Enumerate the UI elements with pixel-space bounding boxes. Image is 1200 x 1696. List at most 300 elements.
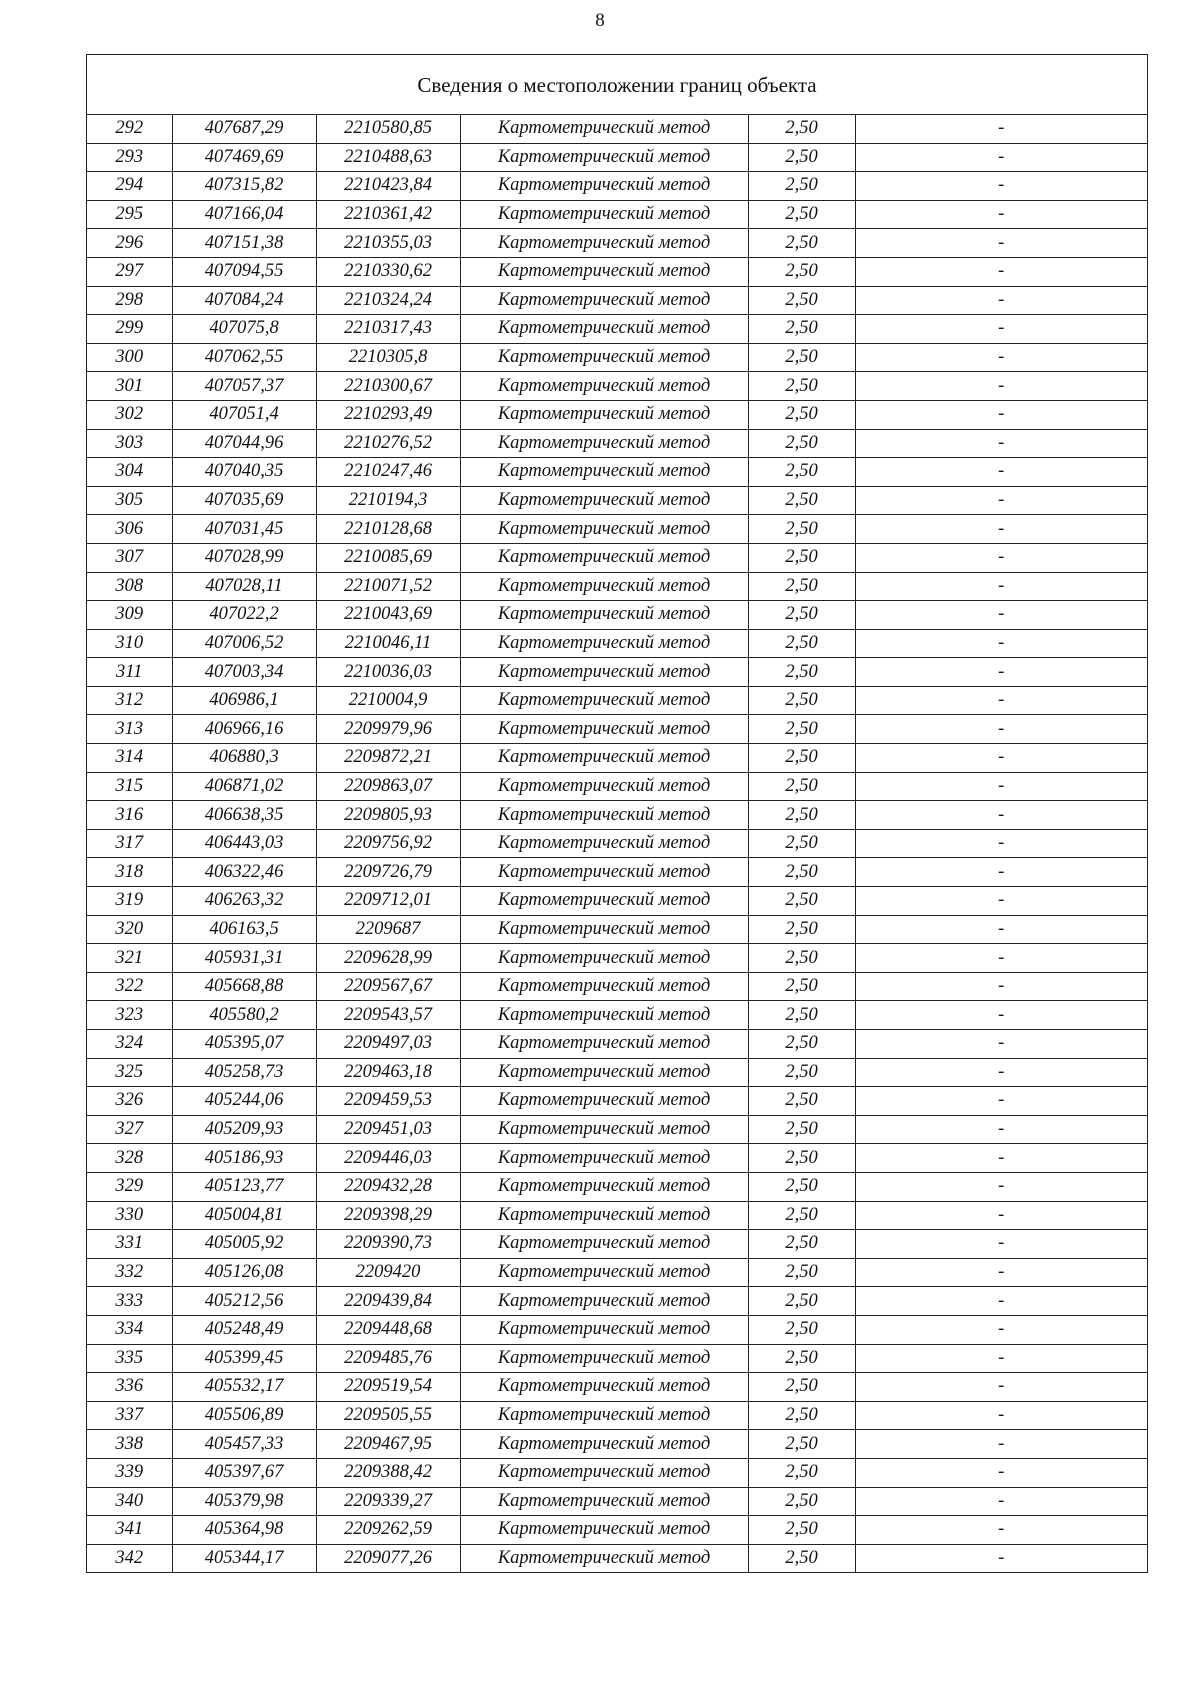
description-cell: - [855,1401,1147,1430]
accuracy-cell: 2,50 [748,343,855,372]
accuracy-cell: 2,50 [748,858,855,887]
y-coordinate-cell: 2210276,52 [316,429,460,458]
y-coordinate-cell: 2210247,46 [316,458,460,487]
method-cell: Картометрический метод [460,1315,748,1344]
method-cell: Картометрический метод [460,915,748,944]
boundary-table [86,54,1148,1573]
description-cell: - [855,1030,1147,1059]
y-coordinate-cell: 2210330,62 [316,257,460,286]
method-cell: Картометрический метод [460,1373,748,1402]
accuracy-cell: 2,50 [748,1315,855,1344]
description-cell: - [855,801,1147,830]
description-cell: - [855,601,1147,630]
table-row [87,1144,1147,1173]
y-coordinate-cell: 2210043,69 [316,601,460,630]
point-number-cell: 306 [87,515,172,544]
method-cell: Картометрический метод [460,1544,748,1572]
description-cell: - [855,429,1147,458]
x-coordinate-cell: 406263,32 [172,887,316,916]
method-cell: Картометрический метод [460,1344,748,1373]
accuracy-cell: 2,50 [748,629,855,658]
table-row [87,229,1147,258]
point-number-cell: 333 [87,1287,172,1316]
x-coordinate-cell: 406986,1 [172,686,316,715]
y-coordinate-cell: 2209687 [316,915,460,944]
y-coordinate-cell: 2210194,3 [316,486,460,515]
description-cell: - [855,1544,1147,1572]
accuracy-cell: 2,50 [748,172,855,201]
x-coordinate-cell: 407051,4 [172,400,316,429]
description-cell: - [855,1144,1147,1173]
accuracy-cell: 2,50 [748,486,855,515]
x-coordinate-cell: 407094,55 [172,257,316,286]
x-coordinate-cell: 405212,56 [172,1287,316,1316]
x-coordinate-cell: 406966,16 [172,715,316,744]
x-coordinate-cell: 406880,3 [172,744,316,773]
x-coordinate-cell: 407028,11 [172,572,316,601]
point-number-cell: 309 [87,601,172,630]
method-cell: Картометрический метод [460,200,748,229]
description-cell: - [855,972,1147,1001]
description-cell: - [855,1115,1147,1144]
accuracy-cell: 2,50 [748,1230,855,1259]
method-cell: Картометрический метод [460,400,748,429]
description-cell: - [855,858,1147,887]
description-cell: - [855,115,1147,143]
accuracy-cell: 2,50 [748,372,855,401]
point-number-cell: 321 [87,944,172,973]
y-coordinate-cell: 2210361,42 [316,200,460,229]
y-coordinate-cell: 2209863,07 [316,772,460,801]
method-cell: Картометрический метод [460,715,748,744]
description-cell: - [855,229,1147,258]
accuracy-cell: 2,50 [748,1001,855,1030]
description-cell: - [855,458,1147,487]
x-coordinate-cell: 407040,35 [172,458,316,487]
accuracy-cell: 2,50 [748,915,855,944]
accuracy-cell: 2,50 [748,286,855,315]
point-number-cell: 324 [87,1030,172,1059]
x-coordinate-cell: 407044,96 [172,429,316,458]
table-row [87,1087,1147,1116]
point-number-cell: 326 [87,1087,172,1116]
accuracy-cell: 2,50 [748,257,855,286]
accuracy-cell: 2,50 [748,1115,855,1144]
point-number-cell: 310 [87,629,172,658]
method-cell: Картометрический метод [460,343,748,372]
table-row [87,601,1147,630]
method-cell: Картометрический метод [460,115,748,143]
point-number-cell: 311 [87,658,172,687]
table-row [87,372,1147,401]
accuracy-cell: 2,50 [748,1344,855,1373]
y-coordinate-cell: 2209451,03 [316,1115,460,1144]
x-coordinate-cell: 407006,52 [172,629,316,658]
accuracy-cell: 2,50 [748,143,855,172]
x-coordinate-cell: 405005,92 [172,1230,316,1259]
accuracy-cell: 2,50 [748,1401,855,1430]
x-coordinate-cell: 405532,17 [172,1373,316,1402]
x-coordinate-cell: 406871,02 [172,772,316,801]
y-coordinate-cell: 2210036,03 [316,658,460,687]
y-coordinate-cell: 2209979,96 [316,715,460,744]
method-cell: Картометрический метод [460,1487,748,1516]
table-row [87,1030,1147,1059]
table-row [87,1058,1147,1087]
description-cell: - [855,543,1147,572]
y-coordinate-cell: 2210128,68 [316,515,460,544]
y-coordinate-cell: 2210305,8 [316,343,460,372]
description-cell: - [855,515,1147,544]
y-coordinate-cell: 2209439,84 [316,1287,460,1316]
point-number-cell: 300 [87,343,172,372]
point-number-cell: 328 [87,1144,172,1173]
y-coordinate-cell: 2209448,68 [316,1315,460,1344]
x-coordinate-cell: 405506,89 [172,1401,316,1430]
method-cell: Картометрический метод [460,887,748,916]
accuracy-cell: 2,50 [748,1172,855,1201]
table-row [87,1258,1147,1287]
point-number-cell: 332 [87,1258,172,1287]
table-row [87,1516,1147,1545]
description-cell: - [855,572,1147,601]
x-coordinate-cell: 405457,33 [172,1430,316,1459]
y-coordinate-cell: 2209805,93 [316,801,460,830]
x-coordinate-cell: 406322,46 [172,858,316,887]
table-row [87,1487,1147,1516]
accuracy-cell: 2,50 [748,829,855,858]
accuracy-cell: 2,50 [748,1516,855,1545]
point-number-cell: 336 [87,1373,172,1402]
point-number-cell: 342 [87,1544,172,1572]
method-cell: Картометрический метод [460,143,748,172]
point-number-cell: 305 [87,486,172,515]
point-number-cell: 294 [87,172,172,201]
y-coordinate-cell: 2209726,79 [316,858,460,887]
x-coordinate-cell: 407166,04 [172,200,316,229]
method-cell: Картометрический метод [460,658,748,687]
table-row [87,1373,1147,1402]
description-cell: - [855,143,1147,172]
y-coordinate-cell: 2210085,69 [316,543,460,572]
description-cell: - [855,1487,1147,1516]
x-coordinate-cell: 405209,93 [172,1115,316,1144]
y-coordinate-cell: 2209485,76 [316,1344,460,1373]
x-coordinate-cell: 405399,45 [172,1344,316,1373]
coordinates-table [87,115,1147,1572]
x-coordinate-cell: 405931,31 [172,944,316,973]
point-number-cell: 335 [87,1344,172,1373]
accuracy-cell: 2,50 [748,658,855,687]
method-cell: Картометрический метод [460,1401,748,1430]
method-cell: Картометрический метод [460,1058,748,1087]
point-number-cell: 325 [87,1058,172,1087]
accuracy-cell: 2,50 [748,1287,855,1316]
x-coordinate-cell: 407084,24 [172,286,316,315]
point-number-cell: 297 [87,257,172,286]
x-coordinate-cell: 405004,81 [172,1201,316,1230]
x-coordinate-cell: 407151,38 [172,229,316,258]
description-cell: - [855,629,1147,658]
description-cell: - [855,486,1147,515]
accuracy-cell: 2,50 [748,543,855,572]
table-row [87,115,1147,143]
description-cell: - [855,200,1147,229]
y-coordinate-cell: 2209420 [316,1258,460,1287]
accuracy-cell: 2,50 [748,458,855,487]
y-coordinate-cell: 2209543,57 [316,1001,460,1030]
point-number-cell: 338 [87,1430,172,1459]
description-cell: - [855,1315,1147,1344]
point-number-cell: 318 [87,858,172,887]
method-cell: Картометрический метод [460,1201,748,1230]
y-coordinate-cell: 2209459,53 [316,1087,460,1116]
y-coordinate-cell: 2209467,95 [316,1430,460,1459]
y-coordinate-cell: 2210488,63 [316,143,460,172]
method-cell: Картометрический метод [460,801,748,830]
method-cell: Картометрический метод [460,1144,748,1173]
method-cell: Картометрический метод [460,1287,748,1316]
x-coordinate-cell: 407075,8 [172,315,316,344]
point-number-cell: 314 [87,744,172,773]
description-cell: - [855,400,1147,429]
y-coordinate-cell: 2209756,92 [316,829,460,858]
table-row [87,629,1147,658]
x-coordinate-cell: 405397,67 [172,1458,316,1487]
accuracy-cell: 2,50 [748,801,855,830]
y-coordinate-cell: 2209339,27 [316,1487,460,1516]
y-coordinate-cell: 2209463,18 [316,1058,460,1087]
description-cell: - [855,1001,1147,1030]
description-cell: - [855,257,1147,286]
point-number-cell: 313 [87,715,172,744]
point-number-cell: 340 [87,1487,172,1516]
point-number-cell: 301 [87,372,172,401]
x-coordinate-cell: 405244,06 [172,1087,316,1116]
y-coordinate-cell: 2209446,03 [316,1144,460,1173]
description-cell: - [855,343,1147,372]
table-body [87,115,1147,1572]
y-coordinate-cell: 2210355,03 [316,229,460,258]
accuracy-cell: 2,50 [748,1487,855,1516]
accuracy-cell: 2,50 [748,944,855,973]
table-row [87,486,1147,515]
x-coordinate-cell: 406443,03 [172,829,316,858]
point-number-cell: 312 [87,686,172,715]
x-coordinate-cell: 405364,98 [172,1516,316,1545]
y-coordinate-cell: 2209628,99 [316,944,460,973]
point-number-cell: 322 [87,972,172,1001]
accuracy-cell: 2,50 [748,229,855,258]
accuracy-cell: 2,50 [748,515,855,544]
table-row [87,887,1147,916]
table-row [87,172,1147,201]
method-cell: Картометрический метод [460,1516,748,1545]
table-row [87,744,1147,773]
point-number-cell: 320 [87,915,172,944]
y-coordinate-cell: 2210293,49 [316,400,460,429]
table-row [87,1430,1147,1459]
method-cell: Картометрический метод [460,972,748,1001]
table-row [87,1001,1147,1030]
table-row [87,429,1147,458]
point-number-cell: 323 [87,1001,172,1030]
accuracy-cell: 2,50 [748,601,855,630]
description-cell: - [855,372,1147,401]
accuracy-cell: 2,50 [748,887,855,916]
y-coordinate-cell: 2209519,54 [316,1373,460,1402]
point-number-cell: 303 [87,429,172,458]
x-coordinate-cell: 407022,2 [172,601,316,630]
description-cell: - [855,829,1147,858]
method-cell: Картометрический метод [460,458,748,487]
point-number-cell: 339 [87,1458,172,1487]
x-coordinate-cell: 406163,5 [172,915,316,944]
y-coordinate-cell: 2209432,28 [316,1172,460,1201]
y-coordinate-cell: 2209077,26 [316,1544,460,1572]
x-coordinate-cell: 407315,82 [172,172,316,201]
accuracy-cell: 2,50 [748,1430,855,1459]
x-coordinate-cell: 405580,2 [172,1001,316,1030]
y-coordinate-cell: 2209497,03 [316,1030,460,1059]
table-row [87,1458,1147,1487]
table-row [87,143,1147,172]
x-coordinate-cell: 405344,17 [172,1544,316,1572]
table-row [87,257,1147,286]
method-cell: Картометрический метод [460,944,748,973]
point-number-cell: 316 [87,801,172,830]
method-cell: Картометрический метод [460,229,748,258]
accuracy-cell: 2,50 [748,1030,855,1059]
description-cell: - [855,1458,1147,1487]
method-cell: Картометрический метод [460,372,748,401]
x-coordinate-cell: 407687,29 [172,115,316,143]
x-coordinate-cell: 407031,45 [172,515,316,544]
accuracy-cell: 2,50 [748,315,855,344]
table-row [87,200,1147,229]
accuracy-cell: 2,50 [748,115,855,143]
y-coordinate-cell: 2210071,52 [316,572,460,601]
y-coordinate-cell: 2209262,59 [316,1516,460,1545]
point-number-cell: 329 [87,1172,172,1201]
point-number-cell: 315 [87,772,172,801]
method-cell: Картометрический метод [460,1087,748,1116]
method-cell: Картометрический метод [460,1430,748,1459]
table-row [87,1287,1147,1316]
accuracy-cell: 2,50 [748,200,855,229]
method-cell: Картометрический метод [460,1458,748,1487]
table-row [87,343,1147,372]
accuracy-cell: 2,50 [748,400,855,429]
table-row [87,1115,1147,1144]
description-cell: - [855,1344,1147,1373]
method-cell: Картометрический метод [460,686,748,715]
method-cell: Картометрический метод [460,543,748,572]
point-number-cell: 308 [87,572,172,601]
table-row [87,458,1147,487]
description-cell: - [855,286,1147,315]
accuracy-cell: 2,50 [748,1144,855,1173]
point-number-cell: 319 [87,887,172,916]
description-cell: - [855,172,1147,201]
x-coordinate-cell: 405126,08 [172,1258,316,1287]
method-cell: Картометрический метод [460,1030,748,1059]
table-row [87,715,1147,744]
x-coordinate-cell: 407003,34 [172,658,316,687]
accuracy-cell: 2,50 [748,1058,855,1087]
y-coordinate-cell: 2209388,42 [316,1458,460,1487]
table-row [87,543,1147,572]
description-cell: - [855,772,1147,801]
table-row [87,515,1147,544]
y-coordinate-cell: 2210300,67 [316,372,460,401]
method-cell: Картометрический метод [460,1172,748,1201]
point-number-cell: 327 [87,1115,172,1144]
table-row [87,572,1147,601]
description-cell: - [855,1201,1147,1230]
table-row [87,1544,1147,1572]
description-cell: - [855,915,1147,944]
point-number-cell: 337 [87,1401,172,1430]
y-coordinate-cell: 2210580,85 [316,115,460,143]
table-row [87,944,1147,973]
method-cell: Картометрический метод [460,172,748,201]
point-number-cell: 296 [87,229,172,258]
method-cell: Картометрический метод [460,486,748,515]
accuracy-cell: 2,50 [748,572,855,601]
page-number: 8 [595,10,605,31]
point-number-cell: 331 [87,1230,172,1259]
table-row [87,858,1147,887]
point-number-cell: 292 [87,115,172,143]
table-row [87,315,1147,344]
point-number-cell: 334 [87,1315,172,1344]
method-cell: Картометрический метод [460,286,748,315]
accuracy-cell: 2,50 [748,972,855,1001]
point-number-cell: 307 [87,543,172,572]
y-coordinate-cell: 2210046,11 [316,629,460,658]
description-cell: - [855,1258,1147,1287]
method-cell: Картометрический метод [460,601,748,630]
method-cell: Картометрический метод [460,1230,748,1259]
description-cell: - [855,658,1147,687]
accuracy-cell: 2,50 [748,1258,855,1287]
point-number-cell: 330 [87,1201,172,1230]
y-coordinate-cell: 2210317,43 [316,315,460,344]
description-cell: - [855,715,1147,744]
method-cell: Картометрический метод [460,829,748,858]
table-row [87,772,1147,801]
accuracy-cell: 2,50 [748,772,855,801]
description-cell: - [855,887,1147,916]
point-number-cell: 295 [87,200,172,229]
method-cell: Картометрический метод [460,572,748,601]
table-row [87,972,1147,1001]
point-number-cell: 317 [87,829,172,858]
table-row [87,400,1147,429]
table-row [87,1230,1147,1259]
description-cell: - [855,1430,1147,1459]
table-row [87,286,1147,315]
description-cell: - [855,744,1147,773]
y-coordinate-cell: 2209398,29 [316,1201,460,1230]
x-coordinate-cell: 407062,55 [172,343,316,372]
x-coordinate-cell: 405395,07 [172,1030,316,1059]
y-coordinate-cell: 2209567,67 [316,972,460,1001]
table-row [87,658,1147,687]
x-coordinate-cell: 407057,37 [172,372,316,401]
point-number-cell: 293 [87,143,172,172]
